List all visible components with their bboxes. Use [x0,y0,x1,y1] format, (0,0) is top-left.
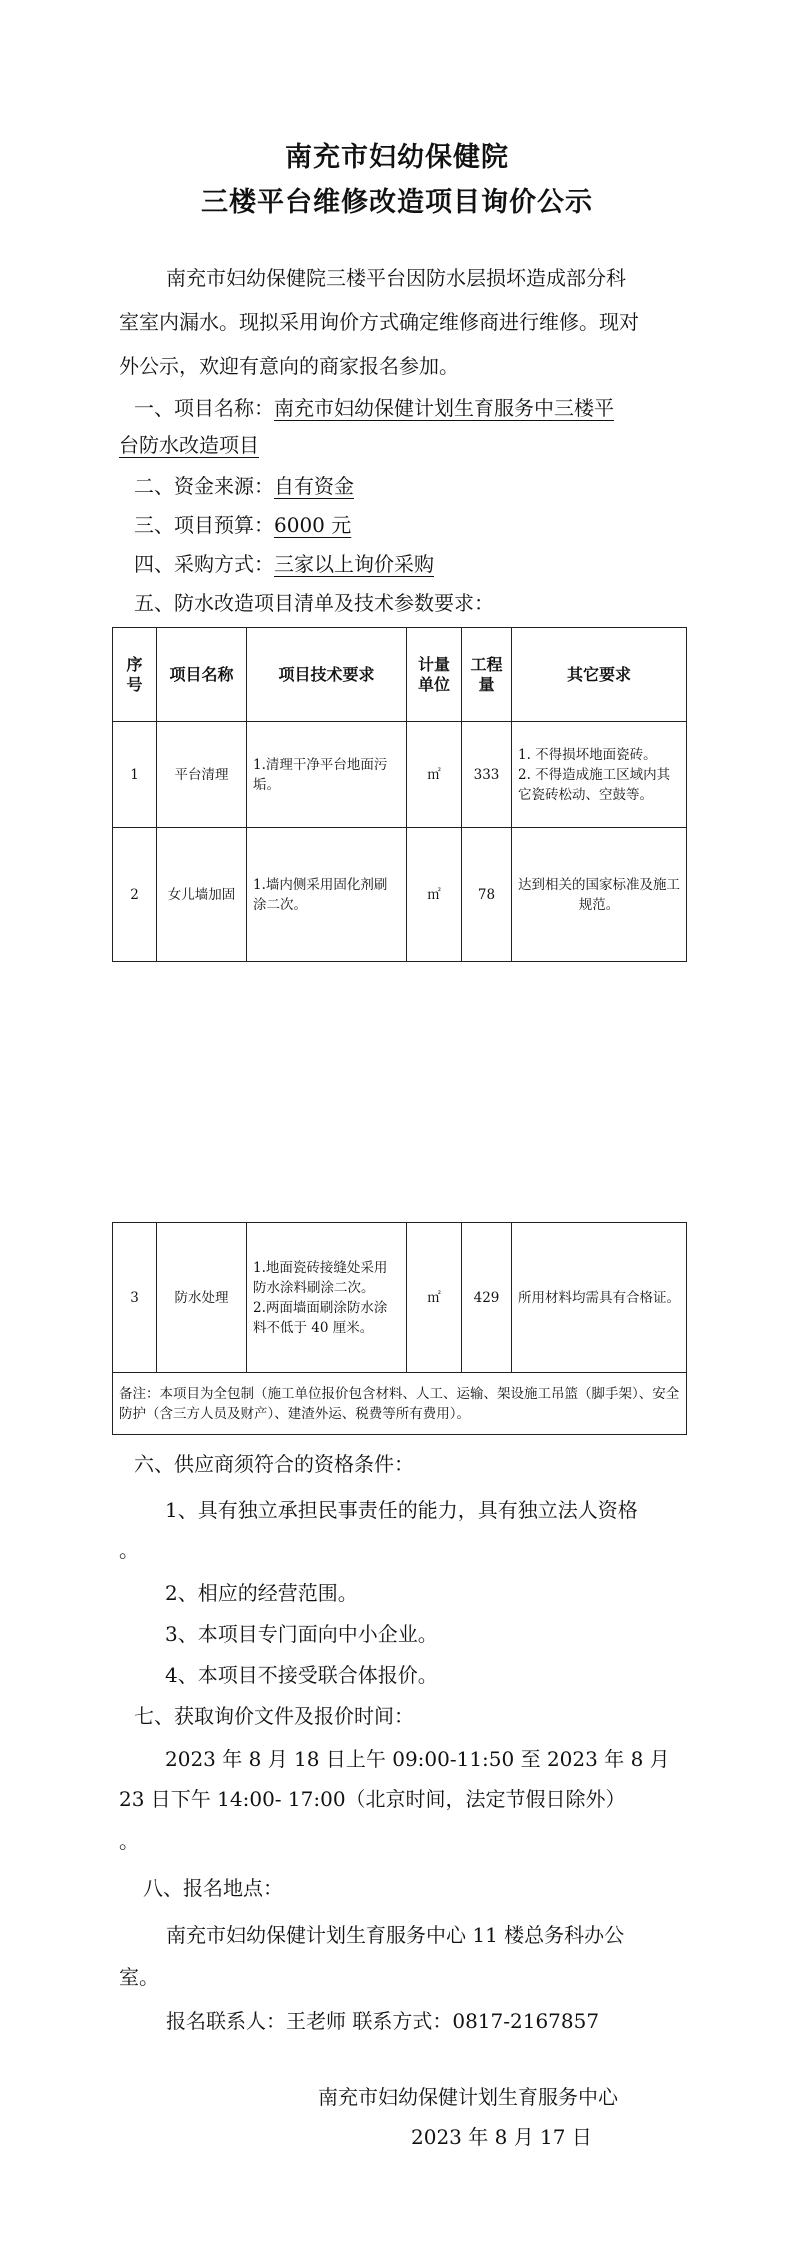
row3-tech-line2: 2.两面墙面刷涂防水涂料不低于 40 厘米。 [253,1299,388,1336]
table-note-row [113,1373,687,1435]
procurement-value: 三家以上询价采购 [274,552,434,576]
row1-unit: ㎡ [407,722,462,828]
table-row [113,722,687,828]
intro-line2: 室室内漏水。现拟采用询价方式确定维修商进行维修。现对 [119,310,639,334]
row3-other: 所用材料均需具有合格证。 [512,1223,687,1373]
header-no: 序号 [113,628,157,722]
project-table-part2 [112,1222,687,1435]
budget-value: 6000 元 [274,513,352,537]
location-heading: 八、报名地点： [143,1876,283,1900]
project-name-label: 一、项目名称： [134,396,274,420]
row3-no: 3 [113,1223,157,1373]
table-header-row [113,628,687,722]
budget-row [134,505,351,545]
procurement-label: 四、采购方式： [134,552,274,576]
row2-other: 达到相关的国家标准及施工规范。 [512,828,687,962]
page-title-line2: 三楼平台维修改造项目询价公示 [201,187,593,218]
row1-tech: 1.清理干净平台地面污垢。 [247,722,407,828]
time-heading: 七、获取询价文件及报价时间： [134,1704,414,1728]
row3-qty: 429 [462,1223,512,1373]
fund-source-value: 自有资金 [274,474,354,498]
qualification-1-cont: 。 [119,1538,139,1562]
row1-other-line1: 1. 不得损坏地面瓷砖。 [518,746,657,763]
page-title-line1: 南充市妇幼保健院 [285,142,509,173]
header-qty: 工程量 [462,628,512,722]
header-unit: 计量单位 [407,628,462,722]
location-line1: 南充市妇幼保健计划生育服务中心 11 楼总务科办公 [166,1923,625,1947]
row3-name: 防水处理 [157,1223,247,1373]
row1-other [512,722,687,828]
table-row [113,1223,687,1373]
qualifications-heading: 六、供应商须符合的资格条件： [134,1452,414,1476]
contact-info: 报名联系人：王老师 联系方式：0817-2167857 [166,2009,600,2033]
row2-no: 2 [113,828,157,962]
section-5-heading: 五、防水改造项目清单及技术参数要求： [134,591,494,615]
row2-tech: 1.墙内侧采用固化剂刷涂二次。 [247,828,407,962]
row1-name: 平台清理 [157,722,247,828]
intro-line1: 南充市妇幼保健院三楼平台因防水层损坏造成部分科 [166,266,626,290]
row2-name: 女儿墙加固 [157,828,247,962]
qualification-3: 3、本项目专门面向中小企业。 [165,1622,438,1646]
budget-label: 三、项目预算： [134,513,274,537]
row2-qty: 78 [462,828,512,962]
fund-source-row [134,466,354,506]
row3-tech [247,1223,407,1373]
qualification-4: 4、本项目不接受联合体报价。 [165,1663,438,1687]
table-row [113,828,687,962]
signature-date: 2023 年 8 月 17 日 [411,2125,592,2149]
project-table-part1 [112,627,687,962]
time-line1: 2023 年 8 月 18 日上午 09:00-11:50 至 2023 年 8 月 [165,1747,670,1771]
project-name-row [134,388,614,428]
qualification-2: 2、相应的经营范围。 [165,1581,358,1605]
intro-line3: 外公示，欢迎有意向的商家报名参加。 [119,354,459,378]
qualification-1: 1、具有独立承担民事责任的能力，具有独立法人资格 [165,1498,638,1522]
row1-no: 1 [113,722,157,828]
fund-source-label: 二、资金来源： [134,474,274,498]
table-note: 备注：本项目为全包制（施工单位报价包含材料、人工、运输、架设施工吊篮（脚手架）、安全防护（含三方人员及财产）、建渣外运、税费等所有费用）。 [113,1373,687,1435]
project-name-value-cont: 台防水改造项目 [119,433,259,457]
signature-org: 南充市妇幼保健计划生育服务中心 [318,2085,618,2109]
time-line2: 23 日下午 14:00- 17:00（北京时间，法定节假日除外） [119,1787,626,1811]
row1-qty: 333 [462,722,512,828]
time-line3: 。 [119,1829,139,1853]
project-name-value: 南充市妇幼保健计划生育服务中三楼平 [274,396,614,420]
header-other: 其它要求 [512,628,687,722]
location-line2: 室。 [119,1965,159,1989]
row3-tech-line1: 1.地面瓷砖接缝处采用防水涂料刷涂二次。 [253,1259,388,1296]
header-tech: 项目技术要求 [247,628,407,722]
row1-other-line2: 2. 不得造成施工区域内其它瓷砖松动、空鼓等。 [518,766,671,803]
header-name: 项目名称 [157,628,247,722]
procurement-row [134,544,434,584]
row2-unit: ㎡ [407,828,462,962]
row3-unit: ㎡ [407,1223,462,1373]
